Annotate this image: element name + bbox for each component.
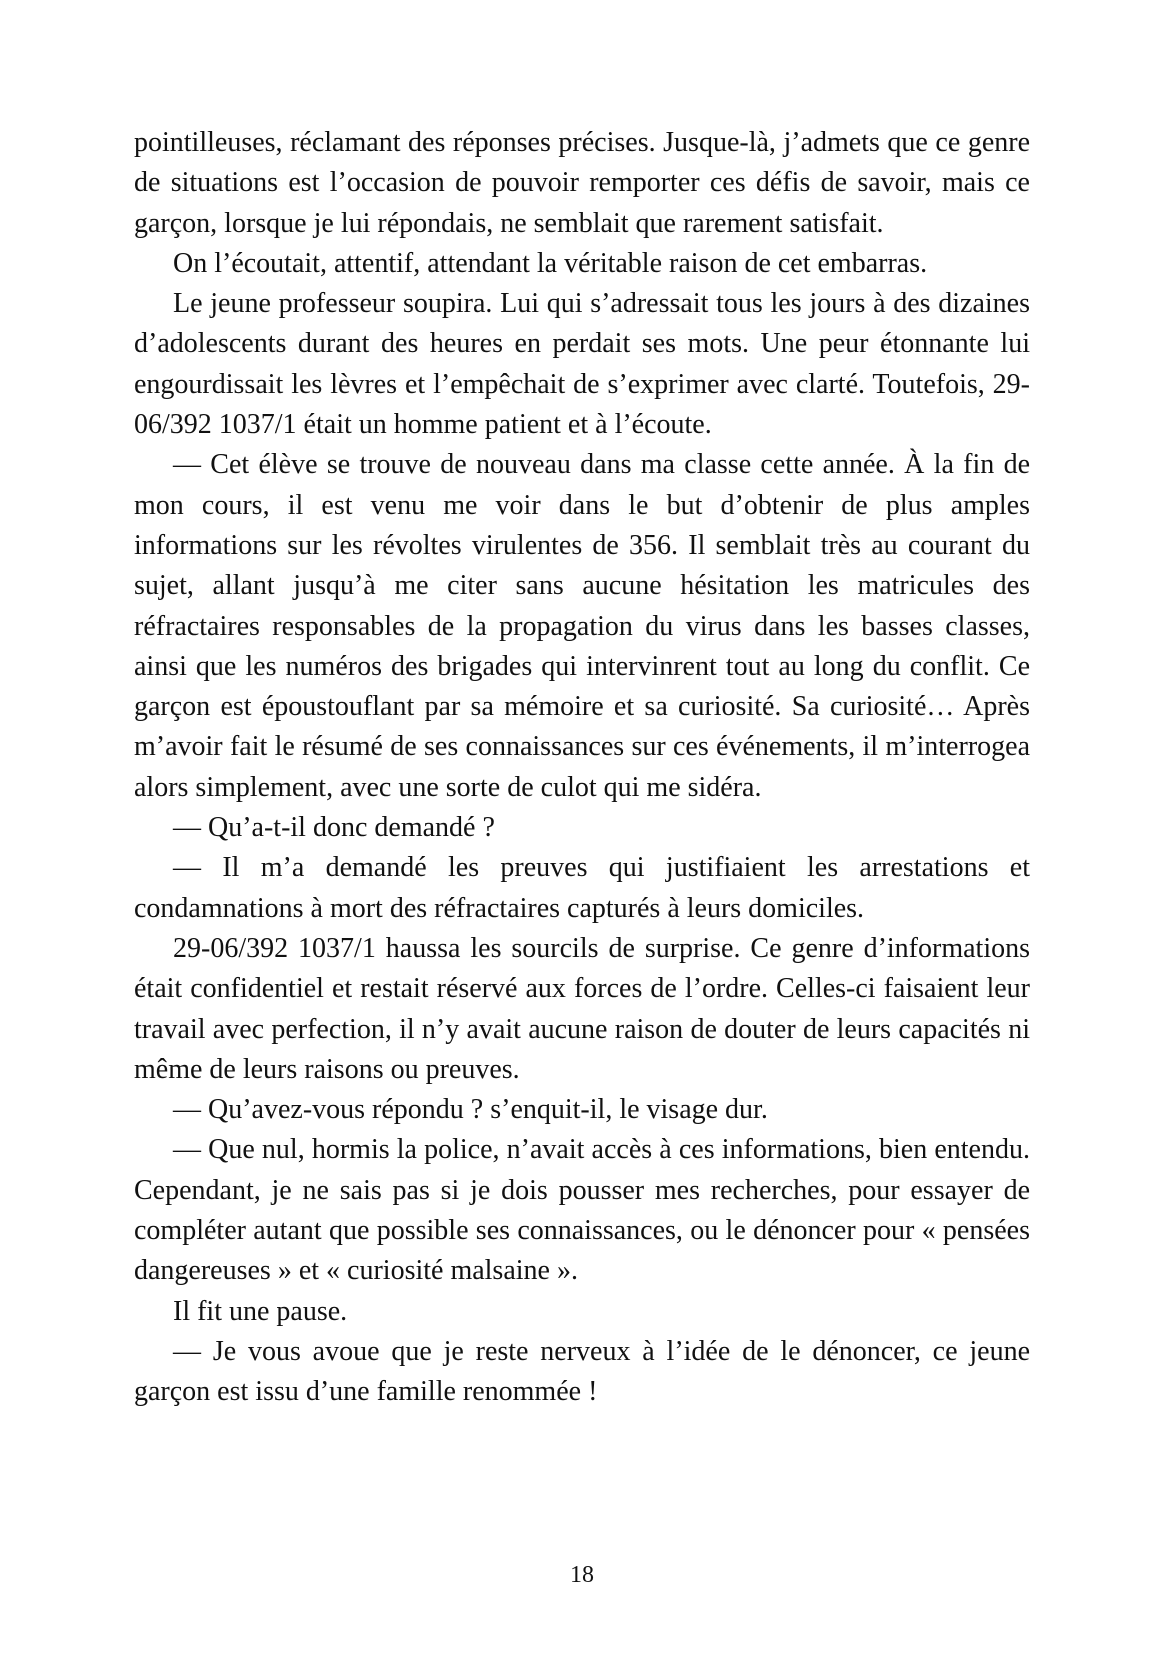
paragraph: 29-06/392 1037/1 haussa les sourcils de surprise. Ce genre d’informations était confidentiel et restait réservé aux forces de l’ordre. Celles-ci faisaient leur travail avec perfection, il n’y avait aucune raison de douter de leurs capacités ni même de leurs raisons ou preuves. <box>134 932 1030 1085</box>
page-number: 18 <box>570 1562 594 1588</box>
paragraph: Il fit une pause. <box>173 1295 348 1327</box>
paragraph-continuation: pointilleuses, réclamant des réponses précises. Jusque-là, j’admets que ce genre de situations est l’occasion de pouvoir remporter ces défis de savoir, mais ce garçon, lorsque je lui répondais, ne semblait que rarement satisfait. <box>134 127 1030 239</box>
dialogue-paragraph: — Qu’avez-vous répondu ? s’enquit-il, le visage dur. <box>173 1094 768 1126</box>
paragraph: On l’écoutait, attentif, attendant la véritable raison de cet embarras. <box>173 247 928 279</box>
dialogue-paragraph: — Cet élève se trouve de nouveau dans ma classe cette année. À la fin de mon cours, il est venu me voir dans le but d’obtenir de plus amples informations sur les révoltes virulentes de 356. Il semblait très au courant du sujet, allant jusqu’à me citer sans aucune hésitation les matricules des réfractaires responsables de la propagation du virus dans les basses classes, ainsi que les numéros des brigades qui intervinrent tout au long du conflit. Ce garçon est époustouflant par sa mémoire et sa curiosité. Sa curiosité… Après m’avoir fait le résumé de ses connaissances sur ces événements, il m’interrogea alors simplement, avec une sorte de culot qui me sidéra. <box>134 449 1030 803</box>
dialogue-paragraph: — Je vous avoue que je reste nerveux à l’idée de le dénoncer, ce jeune garçon est issu d’une famille renommée ! <box>134 1335 1030 1408</box>
dialogue-paragraph: — Qu’a-t-il donc demandé ? <box>173 812 495 844</box>
dialogue-paragraph: — Que nul, hormis la police, n’avait accès à ces informations, bien entendu. Cependant, je ne sais pas si je dois pousser mes recherches, pour essayer de compléter autant que possible ses connaissances, ou le dénoncer pour « pensées dangereuses » et « curiosité malsaine ». <box>134 1134 1030 1287</box>
paragraph: Le jeune professeur soupira. Lui qui s’adressait tous les jours à des dizaines d’adolescents durant des heures en perdait ses mots. Une peur étonnante lui engourdissait les lèvres et l’empêchait de s’exprimer avec clarté. Toutefois, 29-06/392 1037/1 était un homme patient et à l’écoute. <box>134 288 1030 441</box>
dialogue-paragraph: — Il m’a demandé les preuves qui justifiaient les arrestations et condamnations à mort des réfractaires capturés à leurs domiciles. <box>134 852 1030 924</box>
body-text <box>134 123 1030 1413</box>
